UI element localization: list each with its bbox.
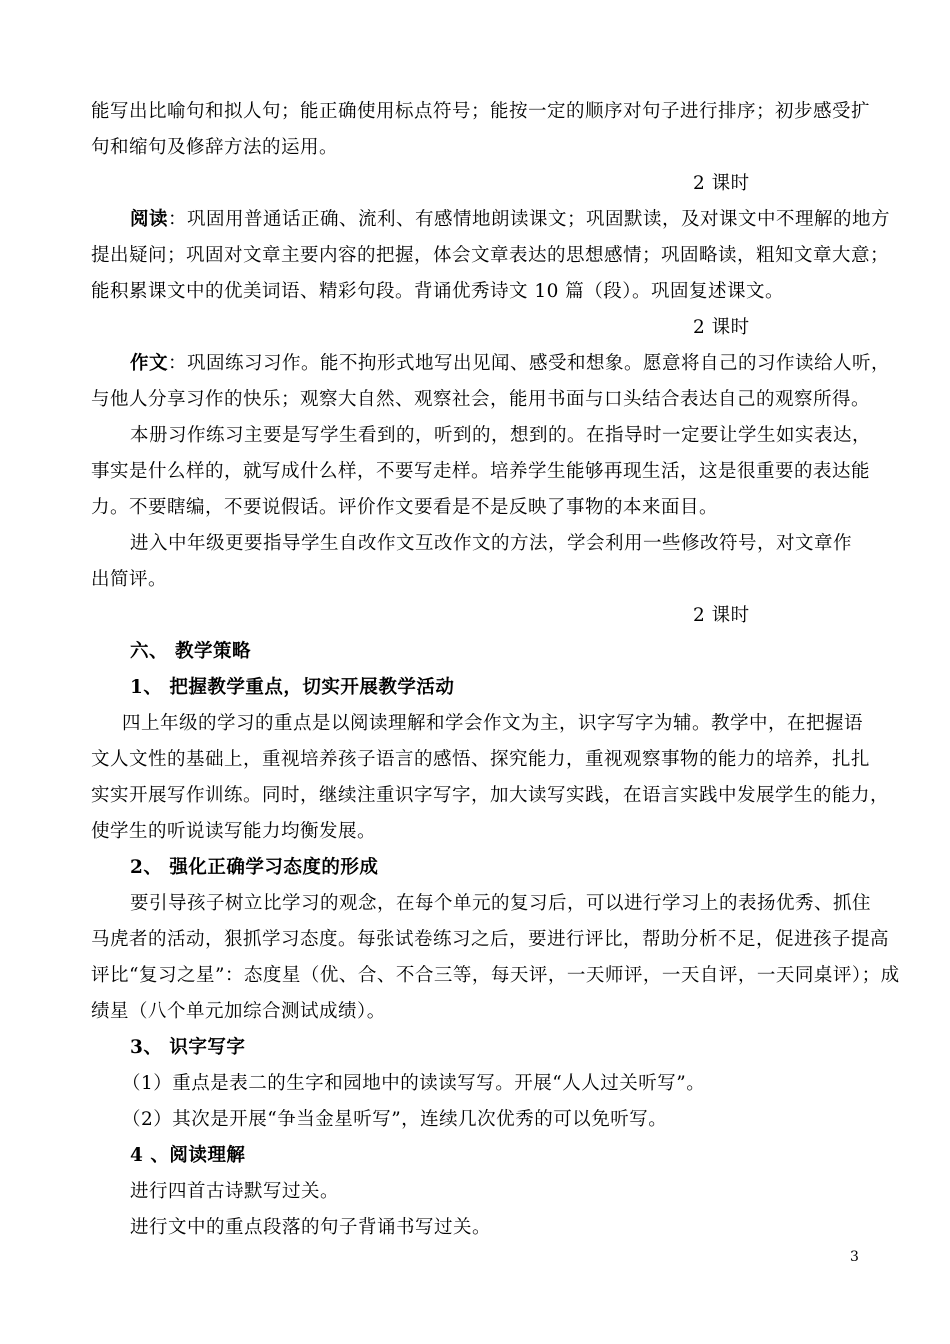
text-span: ：巩固练习习作。能不拘形式地写出见闻、感受和想象。愿意将自己的习作读给人听， xyxy=(168,353,891,374)
text-line: 马虎者的活动，狠抓学习态度。每张试卷练习之后，要进行评比，帮助分析不足，促进孩子提高 xyxy=(91,929,890,950)
subsection-heading: 4 、阅读理解 xyxy=(130,1145,246,1166)
text-line: 本册习作练习主要是写学生看到的，听到的，想到的。在指导时一定要让学生如实表达， xyxy=(130,425,872,446)
text-line: （1）重点是表二的生字和园地中的读读写写。开展“人人过关听写”。 xyxy=(122,1073,706,1094)
text-line: 绩星（八个单元加综合测试成绩）。 xyxy=(91,1001,386,1022)
text-line: 实实开展写作训练。同时，继续注重识字写字，加大读写实践，在语言实践中发展学生的能力， xyxy=(91,785,890,806)
text-line: 与他人分享习作的快乐；观察大自然、观察社会，能用书面与口头结合表达自己的观察所得。 xyxy=(91,389,871,410)
subsection-heading: 2、 强化正确学习态度的形成 xyxy=(130,857,379,878)
text-line: 四上年级的学习的重点是以阅读理解和学会作文为主，识字写字为辅。教学中，在把握语 xyxy=(122,713,864,734)
text-line: 要引导孩子树立比学习的观念，在每个单元的复习后，可以进行学习上的表扬优秀、抓住 xyxy=(130,893,872,914)
text-line: 进行四首古诗默写过关。 xyxy=(130,1181,340,1202)
text-line: 文人文性的基础上，重视培养孩子语言的感悟、探究能力，重视观察事物的能力的培养，扎扎 xyxy=(91,749,871,770)
reading-paragraph-start xyxy=(130,208,890,232)
text-line: （2）其次是开展“争当金星听写”，连续几次优秀的可以免听写。 xyxy=(122,1109,668,1130)
text-line: 出简评。 xyxy=(91,569,168,590)
text-line: 力。不要瞎编，不要说假话。评价作文要看是不是反映了事物的本来面目。 xyxy=(91,497,719,518)
text-line: 能积累课文中的优美词语、精彩句段。背诵优秀诗文 10 篇（段）。巩固复述课文。 xyxy=(91,281,785,302)
subsection-heading: 3、 识字写字 xyxy=(130,1037,246,1058)
page-number: 3 xyxy=(850,1249,859,1265)
text-span: ：巩固用普通话正确、流利、有感情地朗读课文；巩固默读，及对课文中不理解的地方 xyxy=(168,209,891,230)
text-line: 进入中年级更要指导学生自改作文互改作文的方法，学会利用一些修改符号，对文章作 xyxy=(130,533,853,554)
subsection-heading: 1、 把握教学重点，切实开展教学活动 xyxy=(130,677,455,698)
reading-label: 阅读 xyxy=(130,209,169,230)
text-line: 使学生的听说读写能力均衡发展。 xyxy=(91,821,377,842)
text-line: 进行文中的重点段落的句子背诵书写过关。 xyxy=(130,1217,492,1238)
text-line: 句和缩句及修辞方法的运用。 xyxy=(91,137,339,158)
composition-paragraph-start xyxy=(130,352,890,376)
class-hours-label: 2 课时 xyxy=(693,173,750,194)
text-line: 评比“复习之星”：态度星（优、合、不合三等，每天评，一天师评，一天自评，一天同桌评）；成 xyxy=(91,965,900,986)
text-line: 能写出比喻句和拟人句；能正确使用标点符号；能按一定的顺序对句子进行排序；初步感受扩 xyxy=(91,101,871,122)
text-line: 事实是什么样的，就写成什么样，不要写走样。培养学生能够再现生活，这是很重要的表达能 xyxy=(91,461,871,482)
composition-label: 作文 xyxy=(130,353,169,374)
class-hours-label: 2 课时 xyxy=(693,605,750,626)
class-hours-label: 2 课时 xyxy=(693,317,750,338)
text-line: 提出疑问；巩固对文章主要内容的把握，体会文章表达的思想感情；巩固略读，粗知文章大意； xyxy=(91,245,890,266)
section-heading: 六、 教学策略 xyxy=(130,641,251,662)
